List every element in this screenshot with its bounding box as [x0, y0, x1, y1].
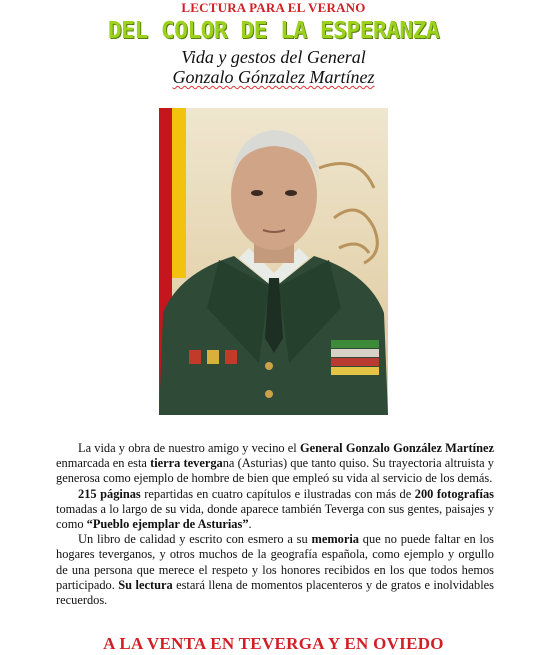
- p1-text-1: La vida y obra de nuestro amigo y vecino el: [78, 441, 300, 455]
- book-description: [56, 441, 494, 608]
- p3-text-1: Un libro de calidad y escrito con esmero a su: [78, 532, 312, 547]
- p2-text-2: tomadas a lo largo de su vida, donde aparece también Teverga con sus gentes, paisajes y como: [56, 501, 494, 532]
- ribbon-bar-4: [331, 367, 379, 375]
- p2-text-1: repartidas en cuatro capítulos e ilustradas con más de: [140, 486, 415, 501]
- p1-text-2: enmarcada en esta: [56, 456, 151, 471]
- sale-announcement: A LA VENTA EN TEVERGA Y EN OVIEDO: [103, 634, 444, 653]
- p2-pages: 215 páginas: [78, 486, 141, 501]
- p3-memoria: memoria: [311, 532, 359, 547]
- insignia-1: [189, 350, 201, 364]
- subtitle-line1: Vida y gestos del General: [181, 47, 366, 67]
- paragraph-3: [56, 532, 494, 608]
- p1-general-name: General Gonzalo González Martínez: [299, 441, 494, 455]
- p2-text-3: .: [248, 517, 252, 532]
- p1-tierra-tevergana: tierra teverga: [150, 456, 223, 471]
- insignia-2: [207, 350, 219, 364]
- left-eye: [251, 190, 263, 196]
- portrait-illustration: [159, 108, 388, 415]
- p3-text-3: estará llena de momentos placenteros y de gratos e inolvidables recuerdos.: [56, 577, 494, 608]
- p3-su-lectura: Su lectura: [118, 577, 173, 592]
- p2-pueblo-ejemplar: “Pueblo ejemplar de Asturias”: [86, 517, 249, 532]
- button-2: [265, 390, 273, 398]
- ribbon-bar-2: [331, 349, 379, 357]
- paragraph-2: [56, 487, 494, 533]
- ribbon-bar-1: [331, 340, 379, 348]
- p1-text-3: na (Asturias) que tanto quiso. Su trayectoria altruista y generosa como ejemplo de hombre de bien que empleó su vida al servicio de los demás.: [56, 456, 495, 486]
- button-1: [265, 362, 273, 370]
- flag-yellow-band: [172, 108, 186, 278]
- p3-text-2: que no puede faltar en los hogares teverganos, y otros muchos de la geografía española, como ejemplo y orgullo de una persona que merece el respeto y los honores recibidos en los que todos hemos participado.: [56, 532, 495, 592]
- book-title: DEL COLOR DE LA ESPERANZA: [107, 18, 440, 44]
- general-portrait-photo: [159, 108, 388, 415]
- kicker: LECTURA PARA EL VERANO: [181, 0, 366, 15]
- p2-photos: 200 fotografías: [414, 486, 494, 501]
- paragraph-1: [56, 441, 494, 487]
- subtitle-line2: [0, 67, 547, 88]
- insignia-3: [225, 350, 237, 364]
- right-eye: [285, 190, 297, 196]
- carving-ornament: [319, 164, 377, 264]
- subtitle-name: Gonzalo Gónzalez Martínez: [172, 67, 375, 87]
- ribbon-bar-3: [331, 358, 379, 366]
